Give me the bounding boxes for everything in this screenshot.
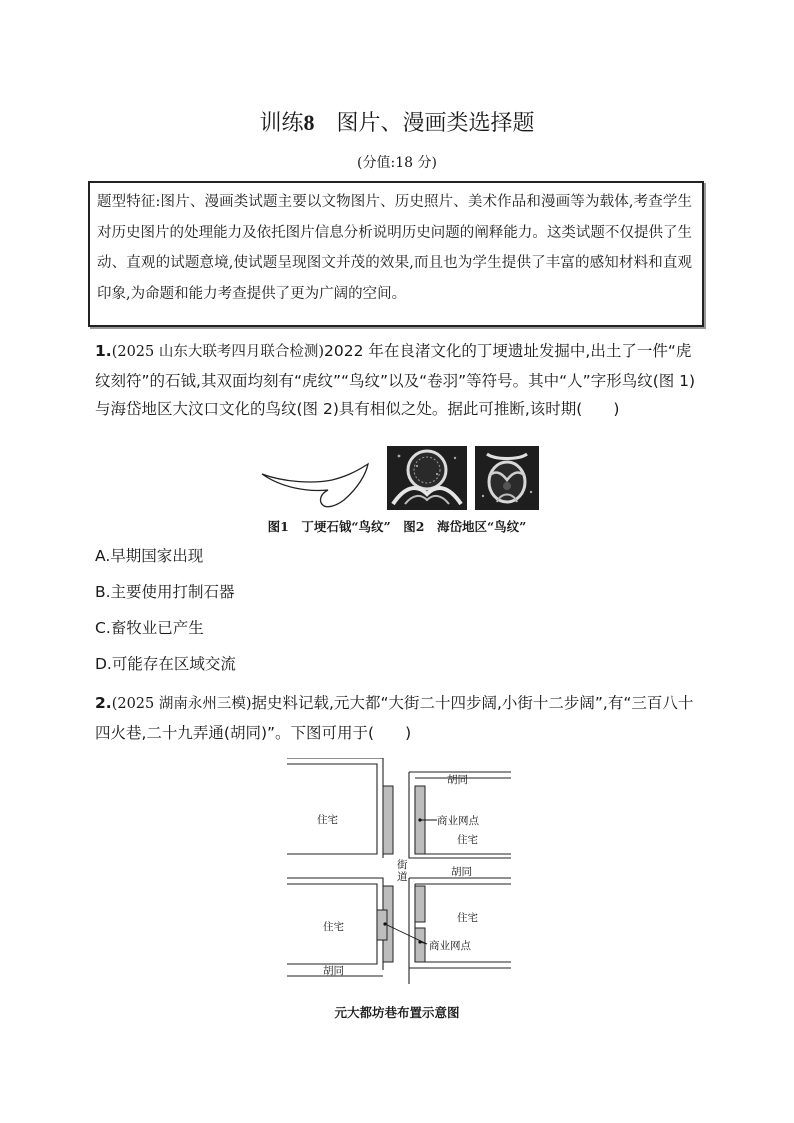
map-label-residence-top-right: 住宅 [457,834,478,846]
figure-2-rubbing-left [387,446,467,510]
figure-2-rubbing-right [475,446,539,510]
map-label-hutong-bottom: 胡同 [323,965,344,977]
figure-1-bird-pattern [258,458,378,518]
map-label-residence-top-left: 住宅 [317,814,338,826]
question-1-option-d[interactable]: D.可能存在区域交流 [95,655,236,673]
question-1-option-a[interactable]: A.早期国家出现 [95,547,204,565]
map-label-shop-top: 商业网点 [437,815,479,827]
map-label-hutong-middle: 胡同 [451,866,472,878]
question-1-stem [95,337,705,424]
figure-1-2-caption: 图1 丁埂石钺“鸟纹” 图2 海岱地区“鸟纹” [267,519,527,534]
question-2-text: 据史料记载,元大都“大街二十四步阔,小街十二步阔”,有“三百八十四火巷,二十九弄通(胡同)”。下图可用于( ) [95,694,694,742]
question-2-source: (2025 湖南永州三模) [111,696,252,712]
intro-text: 题型特征:图片、漫画类试题主要以文物图片、历史照片、美术作品和漫画等为载体,考查学生对历史图片的处理能力及依托图片信息分析说明历史问题的阐释能力。这类试题不仅提供了生动、直观的试题意境,使试题呈现图文并茂的效果,而且也为学生提供了丰富的感知材料和直观印象,为命题和能力考查提供了更为广阔的空间。 [97,194,692,302]
map-label-shop-bottom: 商业网点 [429,940,471,952]
map-label-street-char-2: 道 [397,871,408,883]
title-number: 8 [303,110,315,135]
yuan-dadu-layout-map [287,758,511,984]
question-1-number: 1. [95,342,112,360]
question-2-number: 2. [95,694,112,712]
title-prefix: 训练 [259,111,304,136]
page-title [0,106,794,137]
question-1-option-c[interactable]: C.畜牧业已产生 [95,619,204,637]
title-main: 图片、漫画类选择题 [336,111,535,136]
shop-strip-bottom-right [415,886,425,922]
block-top-left [287,764,377,854]
question-type-intro-box [88,181,704,327]
shop-strip-top-left [383,786,393,854]
question-1-option-b[interactable]: B.主要使用打制石器 [95,583,235,601]
map-label-residence-bottom-left: 住宅 [323,921,344,933]
question-1-source: (2025 山东大联考四月联合检测) [111,344,325,360]
question-2-stem [95,689,705,747]
question-1-text: 2022 年在良渚文化的丁埂遗址发掘中,出土了一件“虎纹刻符”的石钺,其双面均刻有“虎纹”“鸟纹”以及“卷羽”等符号。其中“人”字形鸟纹(图 1)与海岱地区大汶口文化的鸟纹(图 2)具有相似之处。据此可推断,该时期( ) [95,342,696,418]
map-label-residence-bottom-right: 住宅 [457,912,478,924]
score-note: (分值:18 分) [357,155,437,171]
map-label-hutong-top: 胡同 [447,774,468,786]
map-label-street-char-1: 街 [397,859,408,871]
map-caption: 元大都坊巷布置示意图 [334,1005,460,1020]
